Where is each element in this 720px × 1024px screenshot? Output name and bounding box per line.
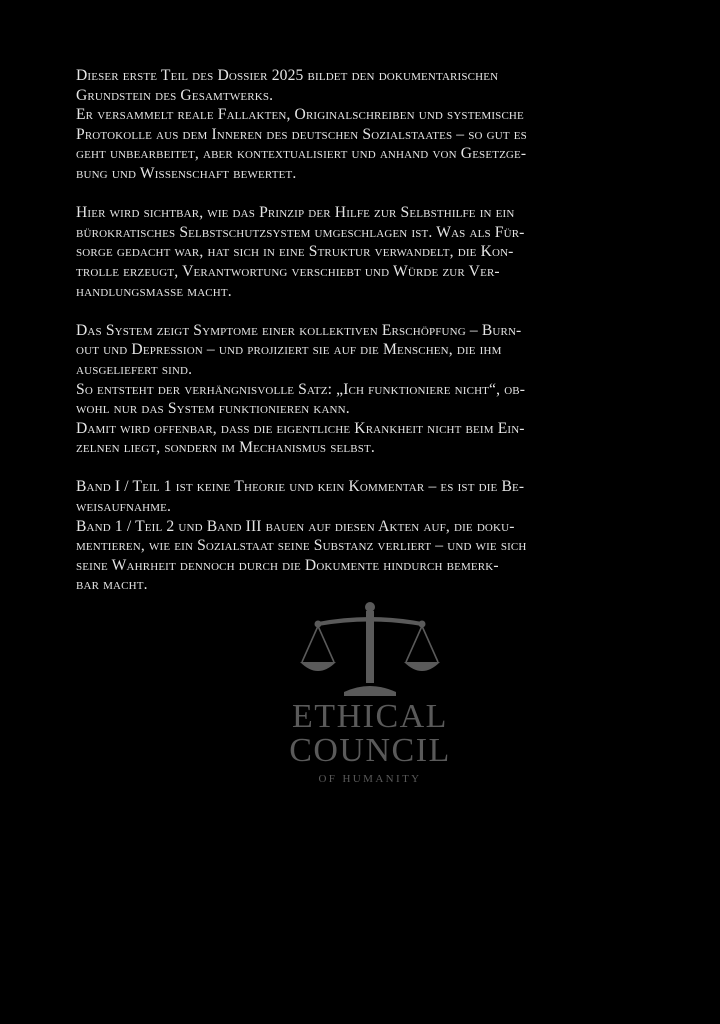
text-line: trolle erzeugt, Verantwortung verschiebt und Würde zur Ver- [76, 262, 500, 280]
text-line: seine Wahrheit dennoch durch die Dokumente hindurch bemerk- [76, 556, 499, 574]
ethical-council-logo [270, 600, 470, 810]
text-line: sorge gedacht war, hat sich in eine Struktur verwandelt, die Kon- [76, 243, 514, 261]
text-line: ausgeliefert sind. [76, 360, 193, 378]
text-line: So entsteht der verhängnisvolle Satz: „Ich funktioniere nicht“, ob- [76, 380, 526, 398]
text-line: bung und Wissenschaft bewertet. [76, 164, 297, 182]
text-line: zelnen liegt, sondern im Mechanismus selbst. [76, 439, 375, 457]
body-text [76, 66, 656, 615]
text-line: Damit wird offenbar, dass die eigentliche Krankheit nicht beim Ein- [76, 419, 525, 437]
paragraph-symptoms [76, 321, 656, 458]
text-line: out und Depression – und projiziert sie auf die Menschen, die ihm [76, 341, 502, 359]
text-line: weisaufnahme. [76, 498, 172, 516]
text-line: Band 1 / Teil 2 und Band III bauen auf diesen Akten auf, die doku- [76, 517, 515, 535]
paragraph-band-overview [76, 477, 656, 595]
paragraph-principle [76, 203, 656, 301]
text-line: Protokolle aus dem Inneren des deutschen Sozialstaates – so gut es [76, 125, 527, 143]
text-line: wohl nur das System funktionieren kann. [76, 400, 350, 418]
text-line: handlungsmasse macht. [76, 282, 232, 300]
text-line: geht unbearbeitet, aber kontextualisiert und anhand von Gesetzge- [76, 145, 527, 163]
scales-of-justice-icon [300, 600, 440, 700]
text-line: Band I / Teil 1 ist keine Theorie und kein Kommentar – es ist die Be- [76, 478, 525, 496]
logo-word-ethical: ETHICAL [292, 698, 448, 735]
text-line: Dieser erste Teil des Dossier 2025 bildet den dokumentarischen [76, 67, 499, 84]
text-line: bürokratisches Selbstschutzsystem umgeschlagen ist. Was als Für- [76, 223, 525, 241]
text-line: Grundstein des Gesamtwerks. [76, 86, 274, 104]
text-line: bar macht. [76, 576, 148, 594]
paragraph-intro [76, 66, 656, 184]
logo-word-of-humanity: OF HUMANITY [318, 773, 422, 785]
text-line: mentieren, wie ein Sozialstaat seine Substanz verliert – und wie sich [76, 537, 527, 555]
text-line: Er versammelt reale Fallakten, Originalschreiben und systemische [76, 106, 524, 124]
logo-word-council: COUNCIL [289, 732, 451, 769]
text-line: Das System zeigt Symptome einer kollektiven Erschöpfung – Burn- [76, 321, 522, 339]
text-line: Hier wird sichtbar, wie das Prinzip der Hilfe zur Selbsthilfe in ein [76, 204, 515, 222]
